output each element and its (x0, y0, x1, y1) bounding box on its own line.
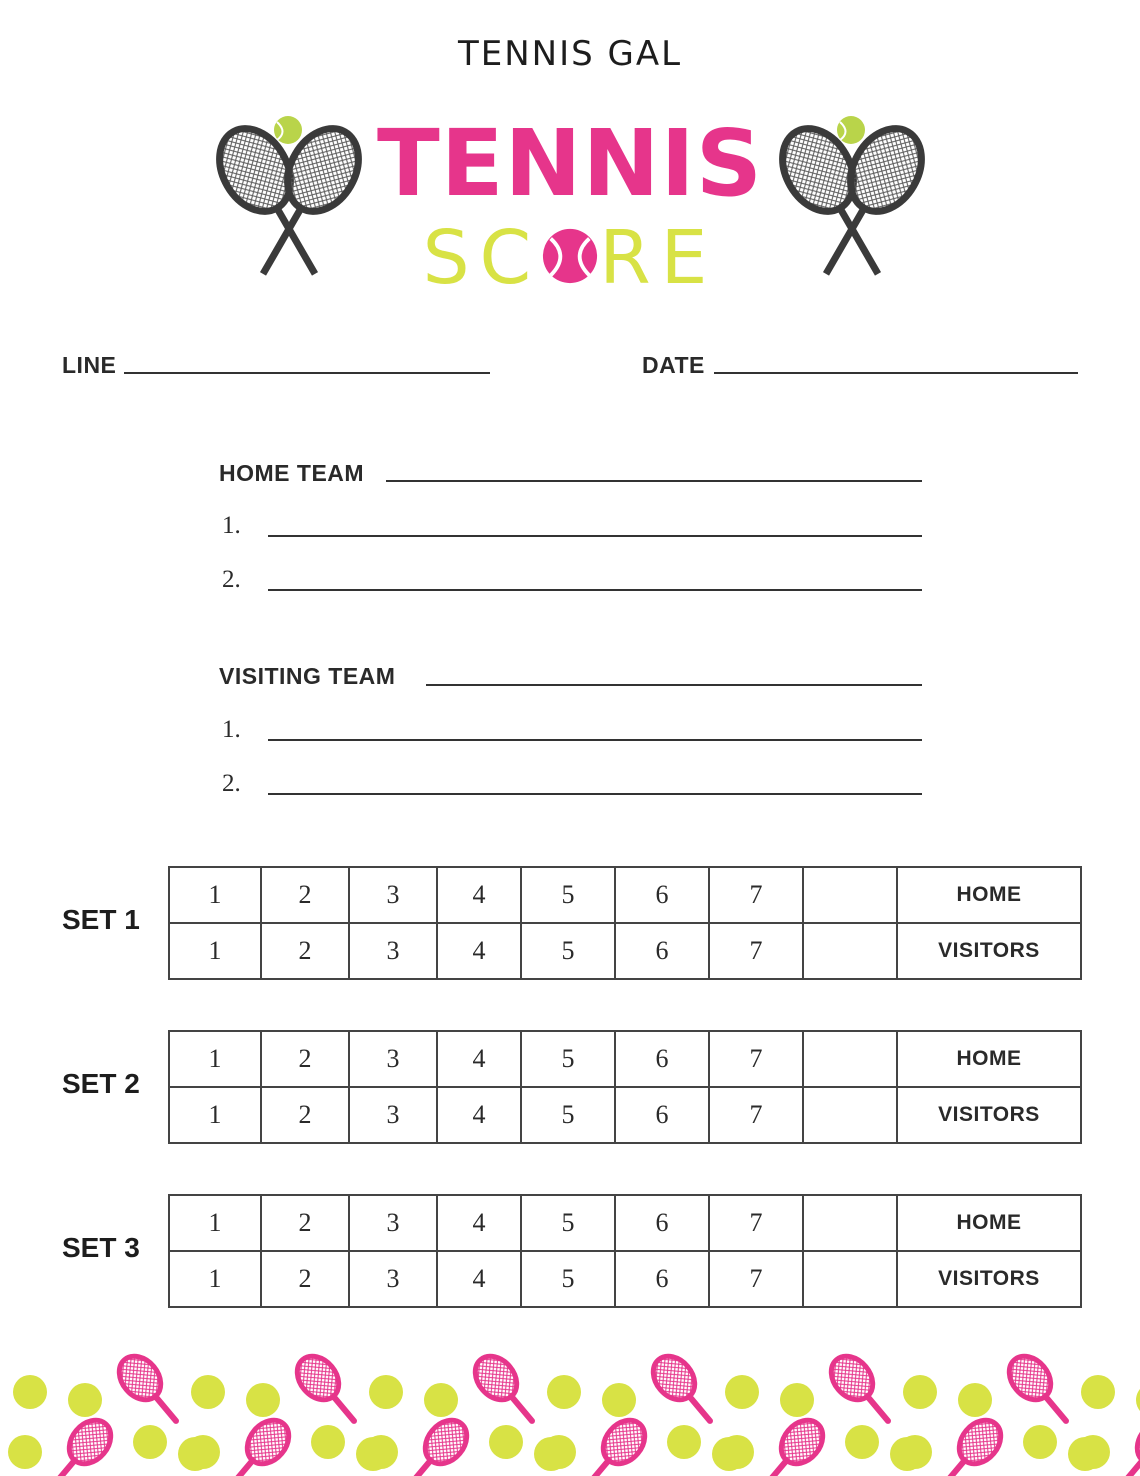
tennis-racket-icon (1001, 1350, 1080, 1432)
tennis-ball-icon (547, 1375, 581, 1409)
tennis-racket-icon (467, 1350, 546, 1432)
footer-pattern (0, 1350, 1140, 1476)
game-number-cell[interactable]: 3 (349, 1195, 437, 1251)
tennis-racket-icon (823, 1350, 902, 1432)
game-number-cell[interactable]: 5 (521, 1195, 615, 1251)
score-row (169, 1251, 1081, 1307)
tennis-ball-icon (364, 1435, 398, 1469)
tennis-ball-icon (133, 1425, 167, 1459)
home-team-input[interactable] (386, 480, 922, 482)
tennis-ball-icon (903, 1375, 937, 1409)
title-score-part1: SC (422, 215, 542, 301)
game-number-cell[interactable]: 3 (349, 1031, 437, 1087)
home-player-1-input[interactable] (268, 535, 922, 537)
team-label-cell: HOME (897, 867, 1081, 923)
game-number-cell[interactable]: 1 (169, 923, 261, 979)
tennis-ball-icon (13, 1375, 47, 1409)
game-number-cell[interactable]: 3 (349, 923, 437, 979)
date-input[interactable] (714, 372, 1078, 374)
line-label: LINE (62, 352, 117, 378)
game-number-cell[interactable]: 6 (615, 923, 709, 979)
game-number-cell[interactable]: 3 (349, 867, 437, 923)
tennis-ball-icon (898, 1435, 932, 1469)
tennis-ball-icon (8, 1435, 42, 1469)
tennis-racket-icon (289, 1350, 368, 1432)
tennis-ball-icon (1136, 1383, 1140, 1417)
score-row (169, 1031, 1081, 1087)
tennis-ball-icon (1076, 1435, 1110, 1469)
game-number-cell[interactable]: 2 (261, 1087, 349, 1143)
set-score-table (168, 1030, 1082, 1144)
score-total-cell[interactable] (803, 1195, 897, 1251)
tennis-ball-icon (667, 1425, 701, 1459)
home-player-1-number: 1. (222, 512, 241, 539)
score-row (169, 923, 1081, 979)
game-number-cell[interactable]: 6 (615, 1251, 709, 1307)
game-number-cell[interactable]: 4 (437, 1087, 521, 1143)
set-score-table (168, 1194, 1082, 1308)
tennis-racket-icon (218, 1412, 297, 1476)
tennis-racket-icon (574, 1412, 653, 1476)
game-number-cell[interactable]: 7 (709, 1087, 803, 1143)
game-number-cell[interactable]: 1 (169, 1031, 261, 1087)
team-label-cell: HOME (897, 1195, 1081, 1251)
game-number-cell[interactable]: 1 (169, 1195, 261, 1251)
tennis-racket-icon (645, 1350, 724, 1432)
game-number-cell[interactable]: 2 (261, 1251, 349, 1307)
score-total-cell[interactable] (803, 923, 897, 979)
game-number-cell[interactable]: 3 (349, 1251, 437, 1307)
visiting-player-1-input[interactable] (268, 739, 922, 741)
game-number-cell[interactable]: 3 (349, 1087, 437, 1143)
tennis-ball-icon (186, 1435, 220, 1469)
visiting-team-input[interactable] (426, 684, 922, 686)
game-number-cell[interactable]: 7 (709, 1251, 803, 1307)
team-label-cell: VISITORS (897, 1251, 1081, 1307)
tennis-ball-icon (845, 1425, 879, 1459)
game-number-cell[interactable]: 2 (261, 1195, 349, 1251)
game-number-cell[interactable]: 7 (709, 867, 803, 923)
game-number-cell[interactable]: 2 (261, 923, 349, 979)
tennis-ball-icon (958, 1383, 992, 1417)
home-player-2-input[interactable] (268, 589, 922, 591)
team-label-cell: VISITORS (897, 923, 1081, 979)
visiting-team-label: VISITING TEAM (219, 663, 396, 689)
score-total-cell[interactable] (803, 1087, 897, 1143)
title-score (380, 215, 760, 301)
set-score-table (168, 866, 1082, 980)
score-row (169, 1195, 1081, 1251)
team-label-cell: VISITORS (897, 1087, 1081, 1143)
game-number-cell[interactable]: 7 (709, 1031, 803, 1087)
game-number-cell[interactable]: 5 (521, 867, 615, 923)
game-number-cell[interactable]: 7 (709, 923, 803, 979)
tennis-ball-icon (246, 1383, 280, 1417)
tennis-racket-icon (752, 1412, 831, 1476)
tennis-racket-icon (40, 1412, 119, 1476)
game-number-cell[interactable]: 5 (521, 923, 615, 979)
game-number-cell[interactable]: 4 (437, 1195, 521, 1251)
tennis-ball-icon (489, 1425, 523, 1459)
brand-name: TENNIS GAL (457, 34, 683, 74)
tennis-ball-icon (311, 1425, 345, 1459)
tennis-ball-icon (602, 1383, 636, 1417)
game-number-cell[interactable]: 6 (615, 1031, 709, 1087)
home-team-label: HOME TEAM (219, 460, 365, 486)
set-label: SET 2 (62, 1068, 140, 1099)
game-number-cell[interactable]: 6 (615, 1087, 709, 1143)
score-total-cell[interactable] (803, 1251, 897, 1307)
home-player-2-number: 2. (222, 566, 241, 593)
line-input[interactable] (124, 372, 490, 374)
tennis-ball-icon (1081, 1375, 1115, 1409)
set-label: SET 1 (62, 904, 140, 935)
tennis-ball-icon (720, 1435, 754, 1469)
tennis-ball-icon (424, 1383, 458, 1417)
title-score-part2: RE (599, 215, 718, 301)
game-number-cell[interactable]: 4 (437, 923, 521, 979)
tennis-ball-icon (780, 1383, 814, 1417)
game-number-cell[interactable]: 4 (437, 867, 521, 923)
tennis-ball-icon (369, 1375, 403, 1409)
game-number-cell[interactable]: 1 (169, 1251, 261, 1307)
tennis-ball-icon (1023, 1425, 1057, 1459)
title-tennis: TENNIS (376, 110, 764, 217)
tennis-racket-icon (396, 1412, 475, 1476)
score-row (169, 1087, 1081, 1143)
tennis-ball-icon (542, 1435, 576, 1469)
tennis-ball-icon (541, 227, 599, 285)
game-number-cell[interactable]: 7 (709, 1195, 803, 1251)
date-label: DATE (642, 352, 705, 378)
game-number-cell[interactable]: 6 (615, 867, 709, 923)
game-number-cell[interactable]: 5 (521, 1251, 615, 1307)
game-number-cell[interactable]: 5 (521, 1087, 615, 1143)
tennis-racket-icon (111, 1350, 190, 1432)
game-number-cell[interactable]: 4 (437, 1031, 521, 1087)
game-number-cell[interactable]: 5 (521, 1031, 615, 1087)
score-total-cell[interactable] (803, 867, 897, 923)
game-number-cell[interactable]: 2 (261, 867, 349, 923)
visiting-player-1-number: 1. (222, 716, 241, 743)
tennis-ball-icon (191, 1375, 225, 1409)
visiting-player-2-input[interactable] (268, 793, 922, 795)
tennis-ball-icon (68, 1383, 102, 1417)
tennis-racket-icon (930, 1412, 1009, 1476)
score-total-cell[interactable] (803, 1031, 897, 1087)
score-row (169, 867, 1081, 923)
game-number-cell[interactable]: 1 (169, 867, 261, 923)
tennis-racket-icon (1108, 1412, 1140, 1476)
game-number-cell[interactable]: 4 (437, 1251, 521, 1307)
team-label-cell: HOME (897, 1031, 1081, 1087)
visiting-player-2-number: 2. (222, 770, 241, 797)
game-number-cell[interactable]: 1 (169, 1087, 261, 1143)
game-number-cell[interactable]: 6 (615, 1195, 709, 1251)
game-number-cell[interactable]: 2 (261, 1031, 349, 1087)
set-label: SET 3 (62, 1232, 140, 1263)
tennis-ball-icon (725, 1375, 759, 1409)
